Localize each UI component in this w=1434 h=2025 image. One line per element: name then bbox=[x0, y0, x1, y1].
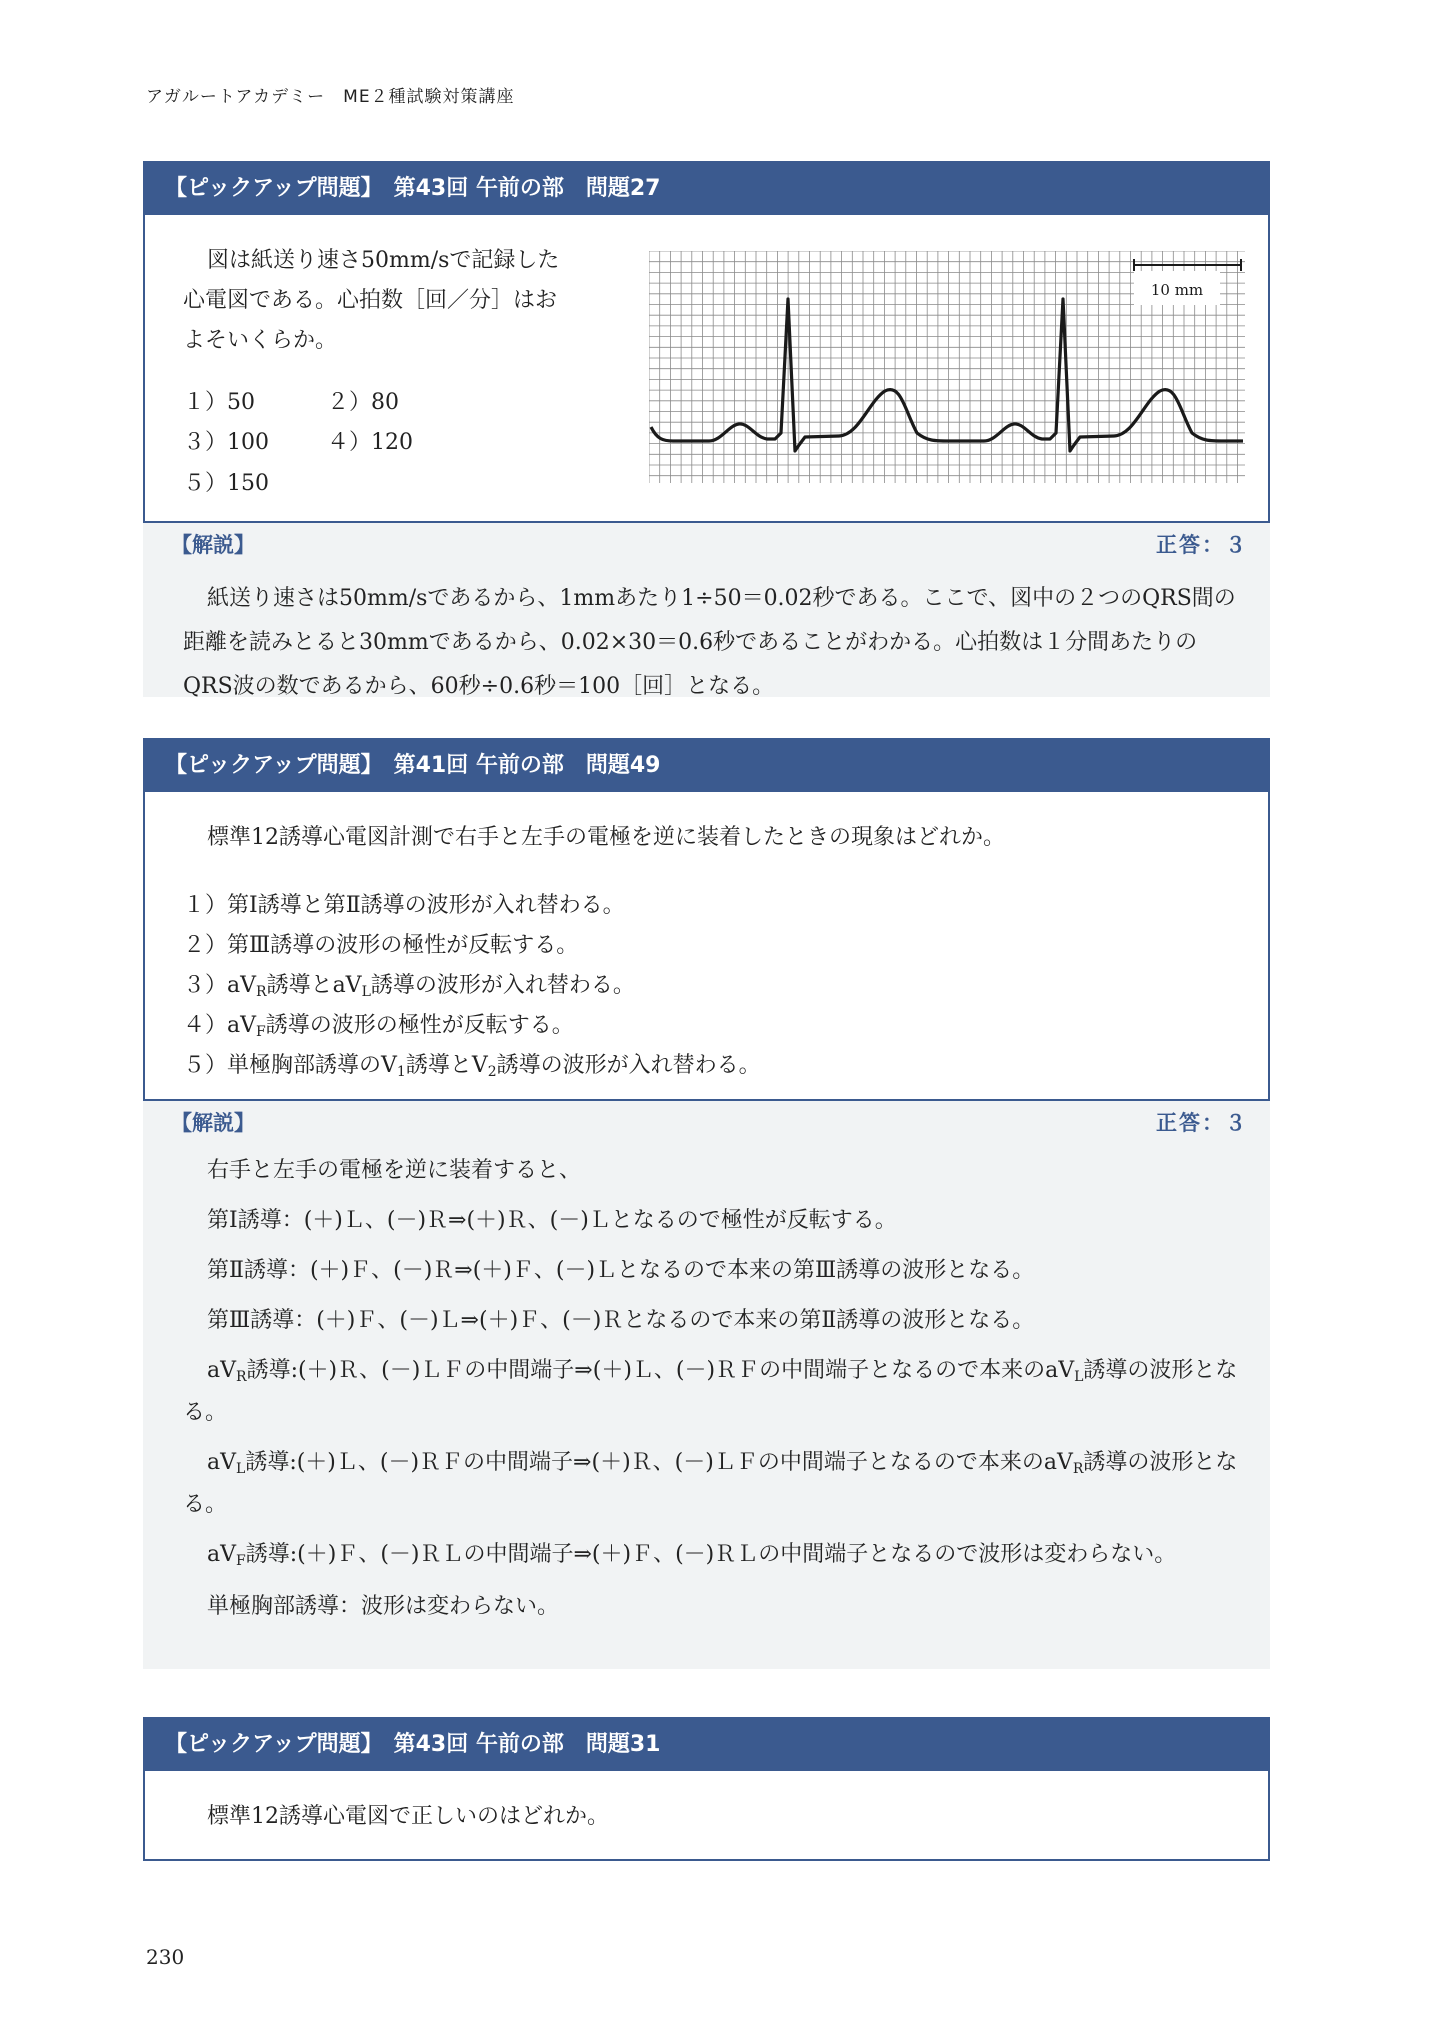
exp-avl: $aV_L$誘導:(＋)Ｌ、(－)ＲＦの中間端子⇒(＋)Ｒ、(－)ＬＦの中間端子となるので本来の$aV_R$誘導の波形となる。 bbox=[183, 1450, 1238, 1517]
question-heading: 【ピックアップ問題】 第43回 午前の部 問題27 bbox=[145, 163, 1268, 215]
question-box-2 bbox=[143, 738, 1270, 1101]
choice-3: $3)aV_R$誘導と$aV_L$誘導の波形が入れ替わる。 bbox=[183, 973, 635, 1000]
choice-2: ２）第Ⅲ誘導の波形の極性が反転する。 bbox=[183, 933, 579, 958]
question-box-1 bbox=[143, 161, 1270, 523]
answer-panel-2 bbox=[143, 1101, 1270, 1669]
scale-label: 10 mm bbox=[1150, 281, 1204, 299]
choice-4: ４）120 bbox=[327, 430, 413, 455]
exp-last: 単極胸部誘導：波形は変わらない。 bbox=[207, 1594, 560, 1619]
choice-3: ３）100 bbox=[183, 430, 269, 455]
running-title: アガルートアカデミー ME２種試験対策講座 bbox=[146, 87, 515, 107]
question-stem: 標準12誘導心電図で正しいのはどれか。 bbox=[207, 1804, 609, 1829]
question-stem: 標準12誘導心電図計測で右手と左手の電極を逆に装着したときの現象はどれか。 bbox=[207, 825, 1005, 850]
answer-panel-1 bbox=[143, 523, 1270, 697]
exp-lead-1: 第Ⅰ誘導：(＋)Ｌ、(－)Ｒ⇒(＋)Ｒ、(－)Ｌとなるので極性が反転する。 bbox=[207, 1208, 897, 1233]
question-heading: 【ピックアップ問題】 第41回 午前の部 問題49 bbox=[145, 740, 1268, 792]
choice-5: ５）単極胸部誘導の$V_1$誘導と$V_2$誘導の波形が入れ替わる。 bbox=[183, 1053, 761, 1080]
exp-lead-3: 第Ⅲ誘導：(＋)Ｆ、(－)Ｌ⇒(＋)Ｆ、(－)Ｒとなるので本来の第Ⅱ誘導の波形となる。 bbox=[207, 1308, 1035, 1333]
question-box-3 bbox=[143, 1717, 1270, 1861]
choice-4: $4)aV_F$誘導の波形の極性が反転する。 bbox=[183, 1013, 574, 1040]
choice-2: ２）80 bbox=[327, 390, 399, 415]
correct-answer: 正答：３ bbox=[1156, 533, 1248, 557]
ecg-figure bbox=[649, 251, 1245, 483]
choice-5: ５）150 bbox=[183, 471, 269, 496]
ecg-trace bbox=[651, 299, 1243, 451]
choice-1: １）50 bbox=[183, 390, 255, 415]
stem-line-2: 心電図である。心拍数［回／分］はお bbox=[183, 288, 558, 313]
explanation-text: 紙送り速さは50mm/sであるから、1mmあたり1÷50＝0.02秒である。ここで、図中の２つのQRS間の距離を読みとると30mmであるから、0.02×30＝0.6秒であることがわかる。心拍数は１分間あたりのQRS波の数であるから、60秒÷0.6秒＝100［回］となる。 bbox=[183, 586, 1236, 699]
exp-intro: 右手と左手の電極を逆に装着すると、 bbox=[207, 1158, 582, 1183]
correct-answer: 正答：３ bbox=[1156, 1111, 1248, 1135]
stem-line-3: よそいくらか。 bbox=[183, 328, 338, 353]
answer-label: 【解説】 bbox=[171, 1111, 255, 1135]
choice-1: １）第Ⅰ誘導と第Ⅱ誘導の波形が入れ替わる。 bbox=[183, 893, 625, 918]
explanation bbox=[183, 577, 1240, 709]
exp-avr: $aV_R$誘導:(＋)Ｒ、(－)ＬＦの中間端子⇒(＋)Ｌ、(－)ＲＦの中間端子となるので本来の$aV_L$誘導の波形となる。 bbox=[183, 1358, 1238, 1425]
page-number: 230 bbox=[146, 1945, 185, 1969]
exp-avf: $aV_F$誘導:(＋)Ｆ、(－)ＲＬの中間端子⇒(＋)Ｆ、(－)ＲＬの中間端子となるので波形は変わらない。 bbox=[207, 1542, 1177, 1569]
explanation bbox=[183, 1151, 1240, 1627]
exp-lead-2: 第Ⅱ誘導：(＋)Ｆ、(－)Ｒ⇒(＋)Ｆ、(－)Ｌとなるので本来の第Ⅲ誘導の波形となる。 bbox=[207, 1258, 1035, 1283]
stem-line-1: 図は紙送り速さ50mm/sで記録した bbox=[207, 248, 560, 273]
question-heading: 【ピックアップ問題】 第43回 午前の部 問題31 bbox=[145, 1719, 1268, 1771]
question-stem bbox=[183, 241, 643, 361]
answer-label: 【解説】 bbox=[171, 533, 255, 557]
